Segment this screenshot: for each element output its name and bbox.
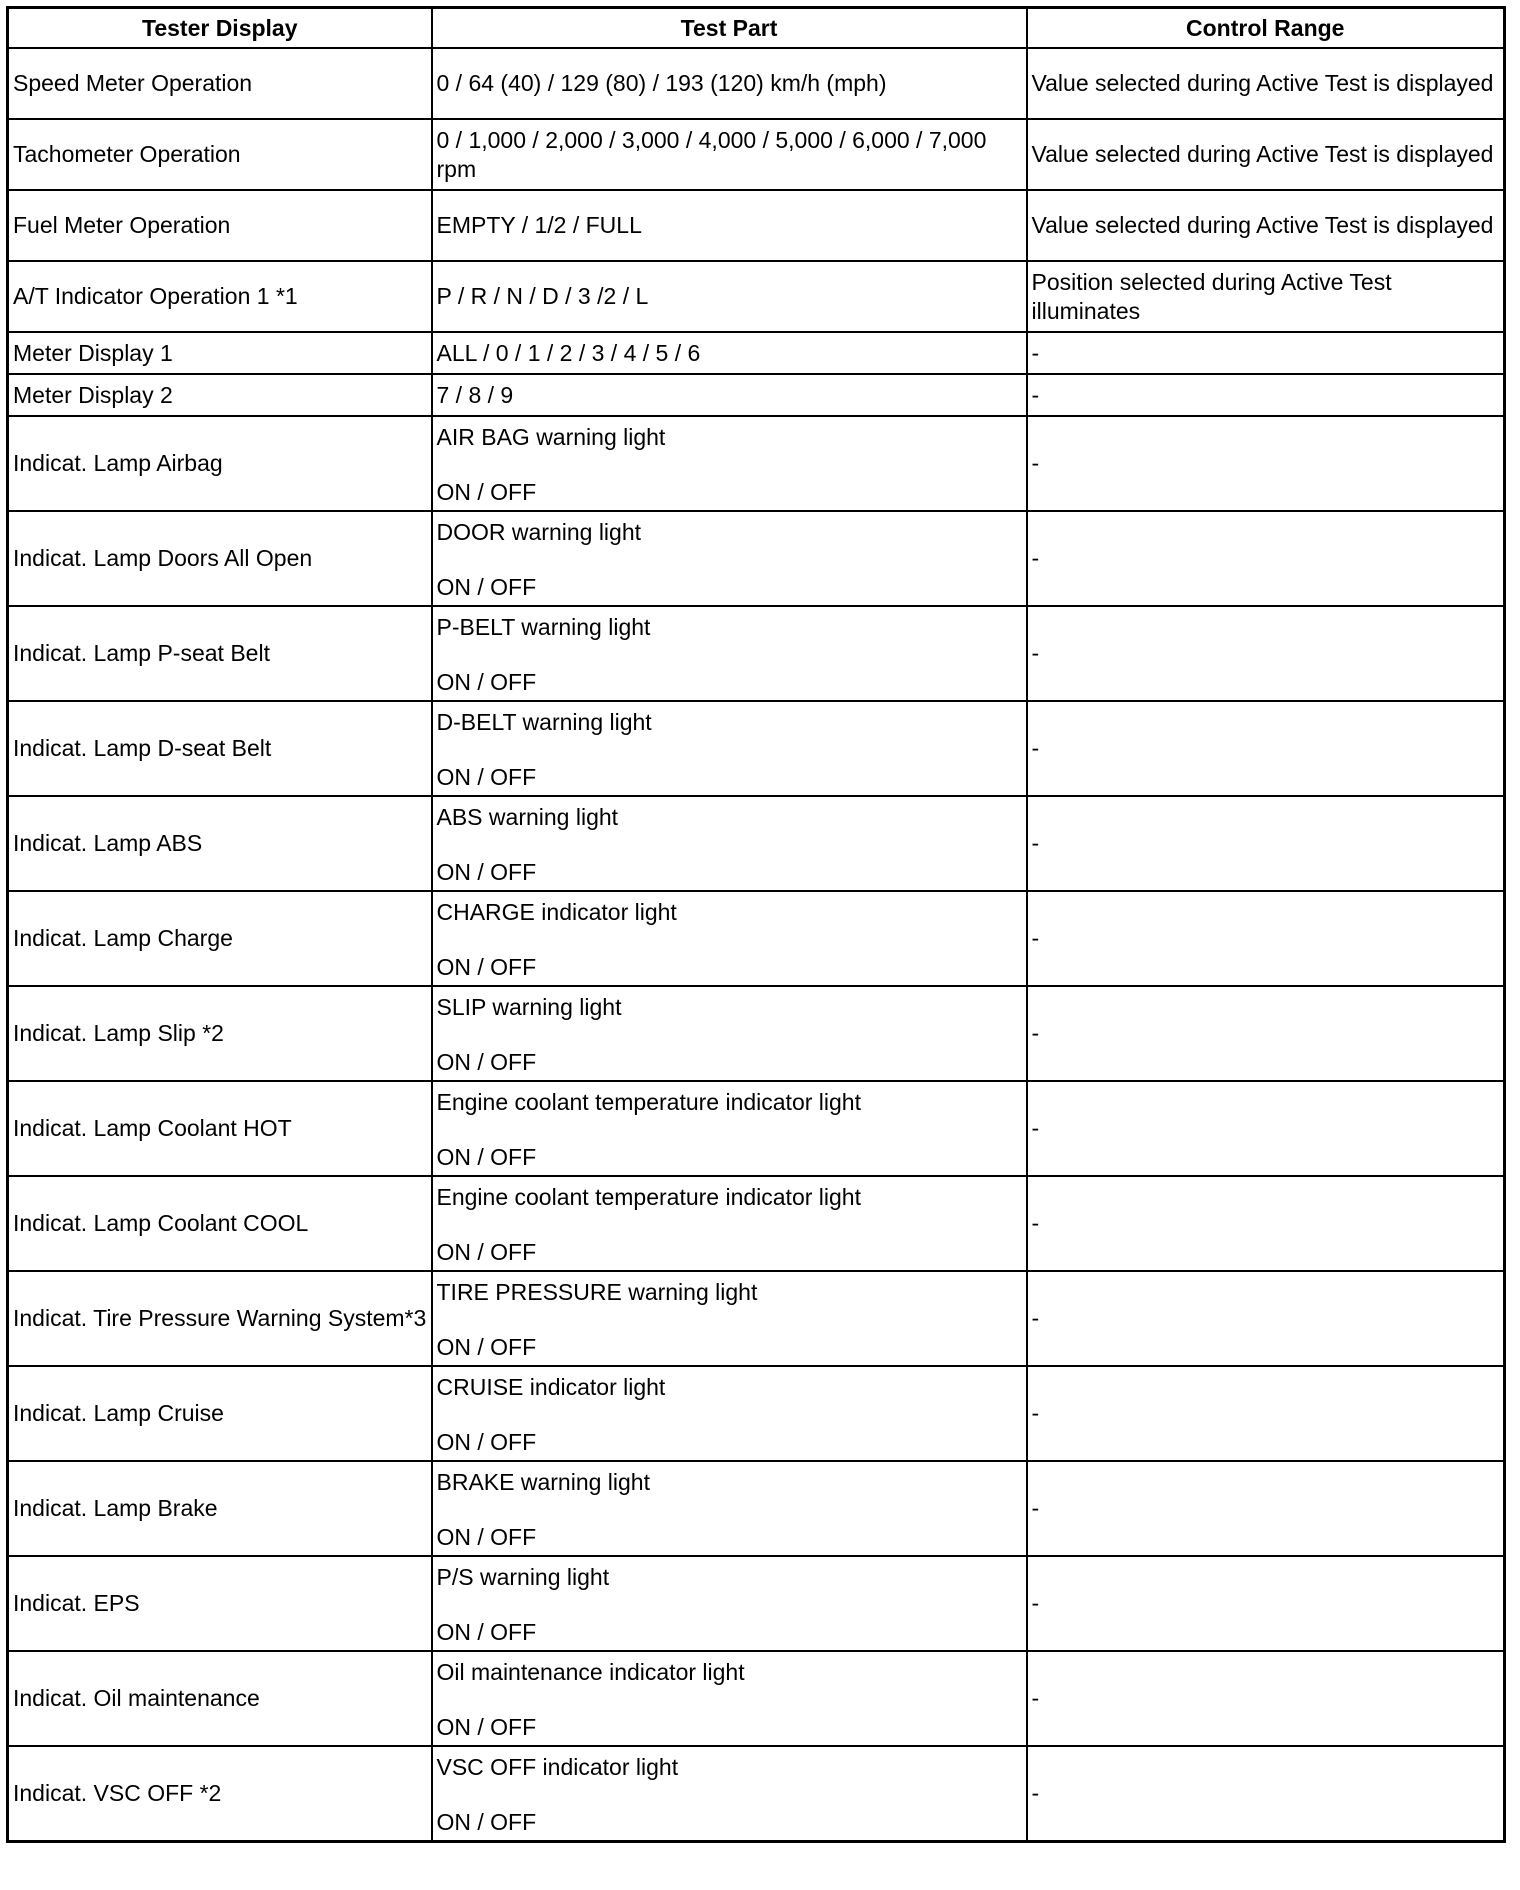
control-range-cell: -	[1027, 1461, 1505, 1556]
control-range-cell: -	[1027, 1651, 1505, 1746]
lamp-state: ON / OFF	[436, 1429, 537, 1455]
lamp-name: SLIP warning light	[436, 994, 622, 1020]
test-part-cell	[432, 1461, 1027, 1556]
test-part-cell	[432, 416, 1027, 511]
test-part-cell: 0 / 64 (40) / 129 (80) / 193 (120) km/h (mph)	[432, 48, 1027, 119]
test-part-cell	[432, 1081, 1027, 1176]
lamp-state: ON / OFF	[436, 669, 537, 695]
lamp-state: ON / OFF	[436, 1049, 537, 1075]
table-row	[8, 701, 1505, 796]
table-row	[8, 48, 1505, 119]
lamp-state: ON / OFF	[436, 1809, 537, 1835]
control-range-cell: -	[1027, 606, 1505, 701]
test-part-cell: 0 / 1,000 / 2,000 / 3,000 / 4,000 / 5,000 / 6,000 / 7,000 rpm	[432, 119, 1027, 190]
table-row	[8, 374, 1505, 416]
header-control-range: Control Range	[1027, 8, 1505, 49]
tester-display-cell: Indicat. Lamp Charge	[8, 891, 432, 986]
control-range-cell: Value selected during Active Test is displayed	[1027, 119, 1505, 190]
lamp-state: ON / OFF	[436, 1239, 537, 1265]
tester-display-cell: Indicat. Tire Pressure Warning System*3	[8, 1271, 432, 1366]
tester-display-cell: Indicat. Lamp Airbag	[8, 416, 432, 511]
table-row	[8, 1556, 1505, 1651]
lamp-name: Engine coolant temperature indicator light	[436, 1089, 861, 1115]
header-test-part: Test Part	[432, 8, 1027, 49]
lamp-state: ON / OFF	[436, 574, 537, 600]
lamp-state: ON / OFF	[436, 859, 537, 885]
tester-display-cell: Indicat. EPS	[8, 1556, 432, 1651]
table-row	[8, 1271, 1505, 1366]
test-part-cell	[432, 1176, 1027, 1271]
lamp-name: Oil maintenance indicator light	[436, 1659, 745, 1685]
test-part-cell: P / R / N / D / 3 /2 / L	[432, 261, 1027, 332]
tester-display-cell: Meter Display 1	[8, 332, 432, 374]
tester-display-cell: Indicat. Lamp Cruise	[8, 1366, 432, 1461]
control-range-cell: Position selected during Active Test illuminates	[1027, 261, 1505, 332]
control-range-cell: -	[1027, 986, 1505, 1081]
control-range-cell: -	[1027, 511, 1505, 606]
table-header-row	[8, 8, 1505, 49]
tester-display-cell: Indicat. Lamp D-seat Belt	[8, 701, 432, 796]
test-part-cell	[432, 1271, 1027, 1366]
test-part-cell	[432, 986, 1027, 1081]
test-part-cell: ALL / 0 / 1 / 2 / 3 / 4 / 5 / 6	[432, 332, 1027, 374]
test-part-cell	[432, 891, 1027, 986]
tester-display-cell: Indicat. Lamp P-seat Belt	[8, 606, 432, 701]
lamp-name: CHARGE indicator light	[436, 899, 677, 925]
lamp-state: ON / OFF	[436, 1714, 537, 1740]
lamp-name: AIR BAG warning light	[436, 424, 666, 450]
tester-display-cell: Tachometer Operation	[8, 119, 432, 190]
table-row	[8, 1081, 1505, 1176]
lamp-state: ON / OFF	[436, 1619, 537, 1645]
tester-display-cell: Indicat. Lamp Doors All Open	[8, 511, 432, 606]
test-part-cell	[432, 796, 1027, 891]
table-row	[8, 986, 1505, 1081]
table-row	[8, 1461, 1505, 1556]
table-row	[8, 1176, 1505, 1271]
table-row	[8, 1366, 1505, 1461]
test-part-cell: EMPTY / 1/2 / FULL	[432, 190, 1027, 261]
table-row	[8, 891, 1505, 986]
control-range-cell: -	[1027, 1746, 1505, 1842]
tester-display-cell: Speed Meter Operation	[8, 48, 432, 119]
tester-display-cell: Indicat. VSC OFF *2	[8, 1746, 432, 1842]
table-row	[8, 1651, 1505, 1746]
control-range-cell: -	[1027, 416, 1505, 511]
tester-display-cell: A/T Indicator Operation 1 *1	[8, 261, 432, 332]
test-part-cell	[432, 701, 1027, 796]
test-part-cell	[432, 1746, 1027, 1842]
lamp-state: ON / OFF	[436, 1334, 537, 1360]
test-part-cell	[432, 1366, 1027, 1461]
lamp-name: Engine coolant temperature indicator light	[436, 1184, 861, 1210]
control-range-cell: -	[1027, 1556, 1505, 1651]
tester-display-cell: Meter Display 2	[8, 374, 432, 416]
table-row	[8, 796, 1505, 891]
lamp-name: DOOR warning light	[436, 519, 642, 545]
lamp-state: ON / OFF	[436, 1144, 537, 1170]
control-range-cell: -	[1027, 701, 1505, 796]
lamp-name: VSC OFF indicator light	[436, 1754, 679, 1780]
control-range-cell: Value selected during Active Test is displayed	[1027, 190, 1505, 261]
table-row	[8, 1746, 1505, 1842]
lamp-state: ON / OFF	[436, 479, 537, 505]
active-test-table-container	[6, 6, 1503, 1843]
lamp-name: P/S warning light	[436, 1564, 610, 1590]
lamp-name: TIRE PRESSURE warning light	[436, 1279, 758, 1305]
lamp-name: ABS warning light	[436, 804, 619, 830]
tester-display-cell: Indicat. Lamp Coolant COOL	[8, 1176, 432, 1271]
tester-display-cell: Indicat. Lamp Coolant HOT	[8, 1081, 432, 1176]
lamp-state: ON / OFF	[436, 1524, 537, 1550]
test-part-cell: 7 / 8 / 9	[432, 374, 1027, 416]
tester-display-cell: Indicat. Lamp ABS	[8, 796, 432, 891]
table-row	[8, 261, 1505, 332]
tester-display-cell: Indicat. Lamp Brake	[8, 1461, 432, 1556]
lamp-name: P-BELT warning light	[436, 614, 651, 640]
control-range-cell: -	[1027, 1081, 1505, 1176]
lamp-name: D-BELT warning light	[436, 709, 652, 735]
table-row	[8, 190, 1505, 261]
lamp-name: BRAKE warning light	[436, 1469, 650, 1495]
test-part-cell	[432, 1651, 1027, 1746]
table-row	[8, 119, 1505, 190]
table-row	[8, 511, 1505, 606]
lamp-name: CRUISE indicator light	[436, 1374, 666, 1400]
active-test-table	[6, 6, 1506, 1843]
control-range-cell: -	[1027, 374, 1505, 416]
test-part-cell	[432, 511, 1027, 606]
control-range-cell: -	[1027, 891, 1505, 986]
tester-display-cell: Indicat. Oil maintenance	[8, 1651, 432, 1746]
lamp-state: ON / OFF	[436, 764, 537, 790]
table-row	[8, 416, 1505, 511]
test-part-cell	[432, 1556, 1027, 1651]
control-range-cell: -	[1027, 332, 1505, 374]
header-tester-display: Tester Display	[8, 8, 432, 49]
test-part-cell	[432, 606, 1027, 701]
control-range-cell: Value selected during Active Test is displayed	[1027, 48, 1505, 119]
tester-display-cell: Indicat. Lamp Slip *2	[8, 986, 432, 1081]
table-row	[8, 332, 1505, 374]
tester-display-cell: Fuel Meter Operation	[8, 190, 432, 261]
control-range-cell: -	[1027, 1366, 1505, 1461]
table-row	[8, 606, 1505, 701]
lamp-state: ON / OFF	[436, 954, 537, 980]
control-range-cell: -	[1027, 1271, 1505, 1366]
control-range-cell: -	[1027, 1176, 1505, 1271]
control-range-cell: -	[1027, 796, 1505, 891]
